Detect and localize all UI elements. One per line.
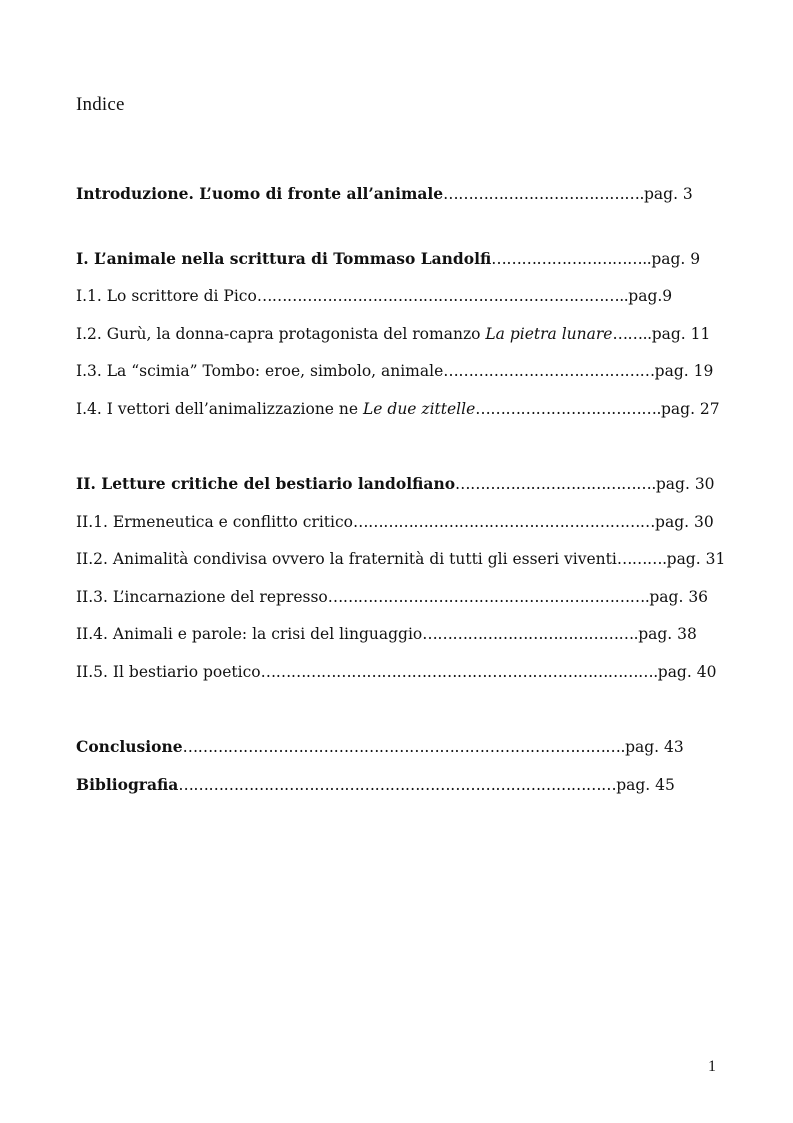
toc-entry-title: I. L’animale nella scrittura di Tommaso Landolfi (76, 249, 492, 268)
toc-entry-section-1-2 (76, 324, 716, 344)
toc-entry-section-2-2 (76, 549, 726, 569)
toc-entry-section-2-5 (76, 662, 716, 682)
toc-leader-dots: …………………………………… (443, 362, 655, 380)
toc-leader-dots: ………………………………………………………. (327, 588, 650, 606)
toc-entry-section-1-4 (76, 399, 720, 419)
toc-entry-section-1-3 (76, 361, 716, 381)
toc-entry-title: Conclusione (76, 737, 183, 756)
toc-entry-title: I.4. I vettori dell’animalizzazione ne (76, 400, 363, 418)
toc-entry-title: II. Letture critiche del bestiario landolfiano (76, 474, 456, 493)
page-title: Indice (76, 94, 125, 115)
toc-entry-italic-title: Le due zittelle (363, 400, 476, 418)
toc-entry-title: Introduzione. L’uomo di fronte all’animale (76, 184, 444, 203)
toc-entry-chapter-2 (76, 474, 716, 494)
toc-entry-introduzione (76, 184, 716, 204)
toc-leader-dots: ……………………………………………………………….. (256, 287, 629, 305)
toc-entry-conclusione (76, 737, 716, 757)
toc-leader-dots: ………. (616, 550, 667, 568)
toc-entry-bibliografia (76, 775, 716, 795)
toc-entry-title: Bibliografia (76, 775, 179, 794)
toc-page-ref: pag. 43 (625, 738, 684, 756)
toc-leader-dots: …….. (612, 325, 652, 343)
toc-entry-title: II.3. L’incarnazione del represso (76, 588, 328, 606)
toc-entry-title: I.1. Lo scrittore di Pico (76, 287, 257, 305)
toc-entry-title: II.5. Il bestiario poetico (76, 663, 261, 681)
toc-leader-dots: ……………………………………. (422, 625, 639, 643)
toc-page-ref: pag.9 (628, 287, 673, 305)
toc-leader-dots: …………………………………. (455, 475, 656, 493)
toc-leader-dots: ……………………………………………………………………. (260, 663, 658, 681)
toc-page-ref: pag. 30 (655, 475, 715, 493)
toc-entry-title: II.4. Animali e parole: la crisi del linguaggio (76, 625, 423, 643)
toc-entry-section-2-4 (76, 624, 716, 644)
toc-entry-section-2-1 (76, 512, 716, 532)
toc-leader-dots: ………………………….. (491, 250, 652, 268)
toc-page-ref: pag. 9 (651, 250, 701, 268)
toc-leader-dots: …………………………………………………… (353, 513, 656, 531)
toc-entry-italic-title: La pietra lunare (485, 325, 613, 343)
toc-leader-dots: …………………………………. (443, 185, 644, 203)
page-number: 1 (708, 1058, 716, 1075)
toc-leader-dots: …………………………………………………………………………… (178, 776, 617, 794)
toc-page-ref: pag. 19 (654, 362, 714, 380)
toc-page-ref: pag. 31 (666, 550, 726, 568)
toc-page-ref: pag. 40 (657, 663, 717, 681)
toc-page-ref: pag. 36 (649, 588, 709, 606)
toc-page-ref: pag. 3 (643, 185, 693, 203)
toc-entry-section-2-3 (76, 587, 716, 607)
toc-entry-title: I.2. Gurù, la donna-capra protagonista del romanzo (76, 325, 486, 343)
toc-entry-section-1-1 (76, 286, 716, 306)
toc-entry-title: II.1. Ermeneutica e conflitto critico (76, 513, 354, 531)
toc-entry-title: II.2. Animalità condivisa ovvero la fraternità di tutti gli esseri viventi (76, 550, 617, 568)
toc-page-ref: pag. 45 (616, 776, 675, 794)
toc-leader-dots: ………………………………. (475, 400, 661, 418)
toc-page-ref: pag. 11 (651, 325, 711, 343)
toc-leader-dots: ……………………………………………………………………………. (182, 738, 626, 756)
toc-page-ref: pag. 38 (638, 625, 697, 643)
toc-entry-title: I.3. La “scimia” Tombo: eroe, simbolo, animale (76, 362, 444, 380)
toc-page-ref: pag. 30 (655, 513, 714, 531)
toc-page-ref: pag. 27 (660, 400, 720, 418)
toc-entry-chapter-1 (76, 249, 716, 269)
